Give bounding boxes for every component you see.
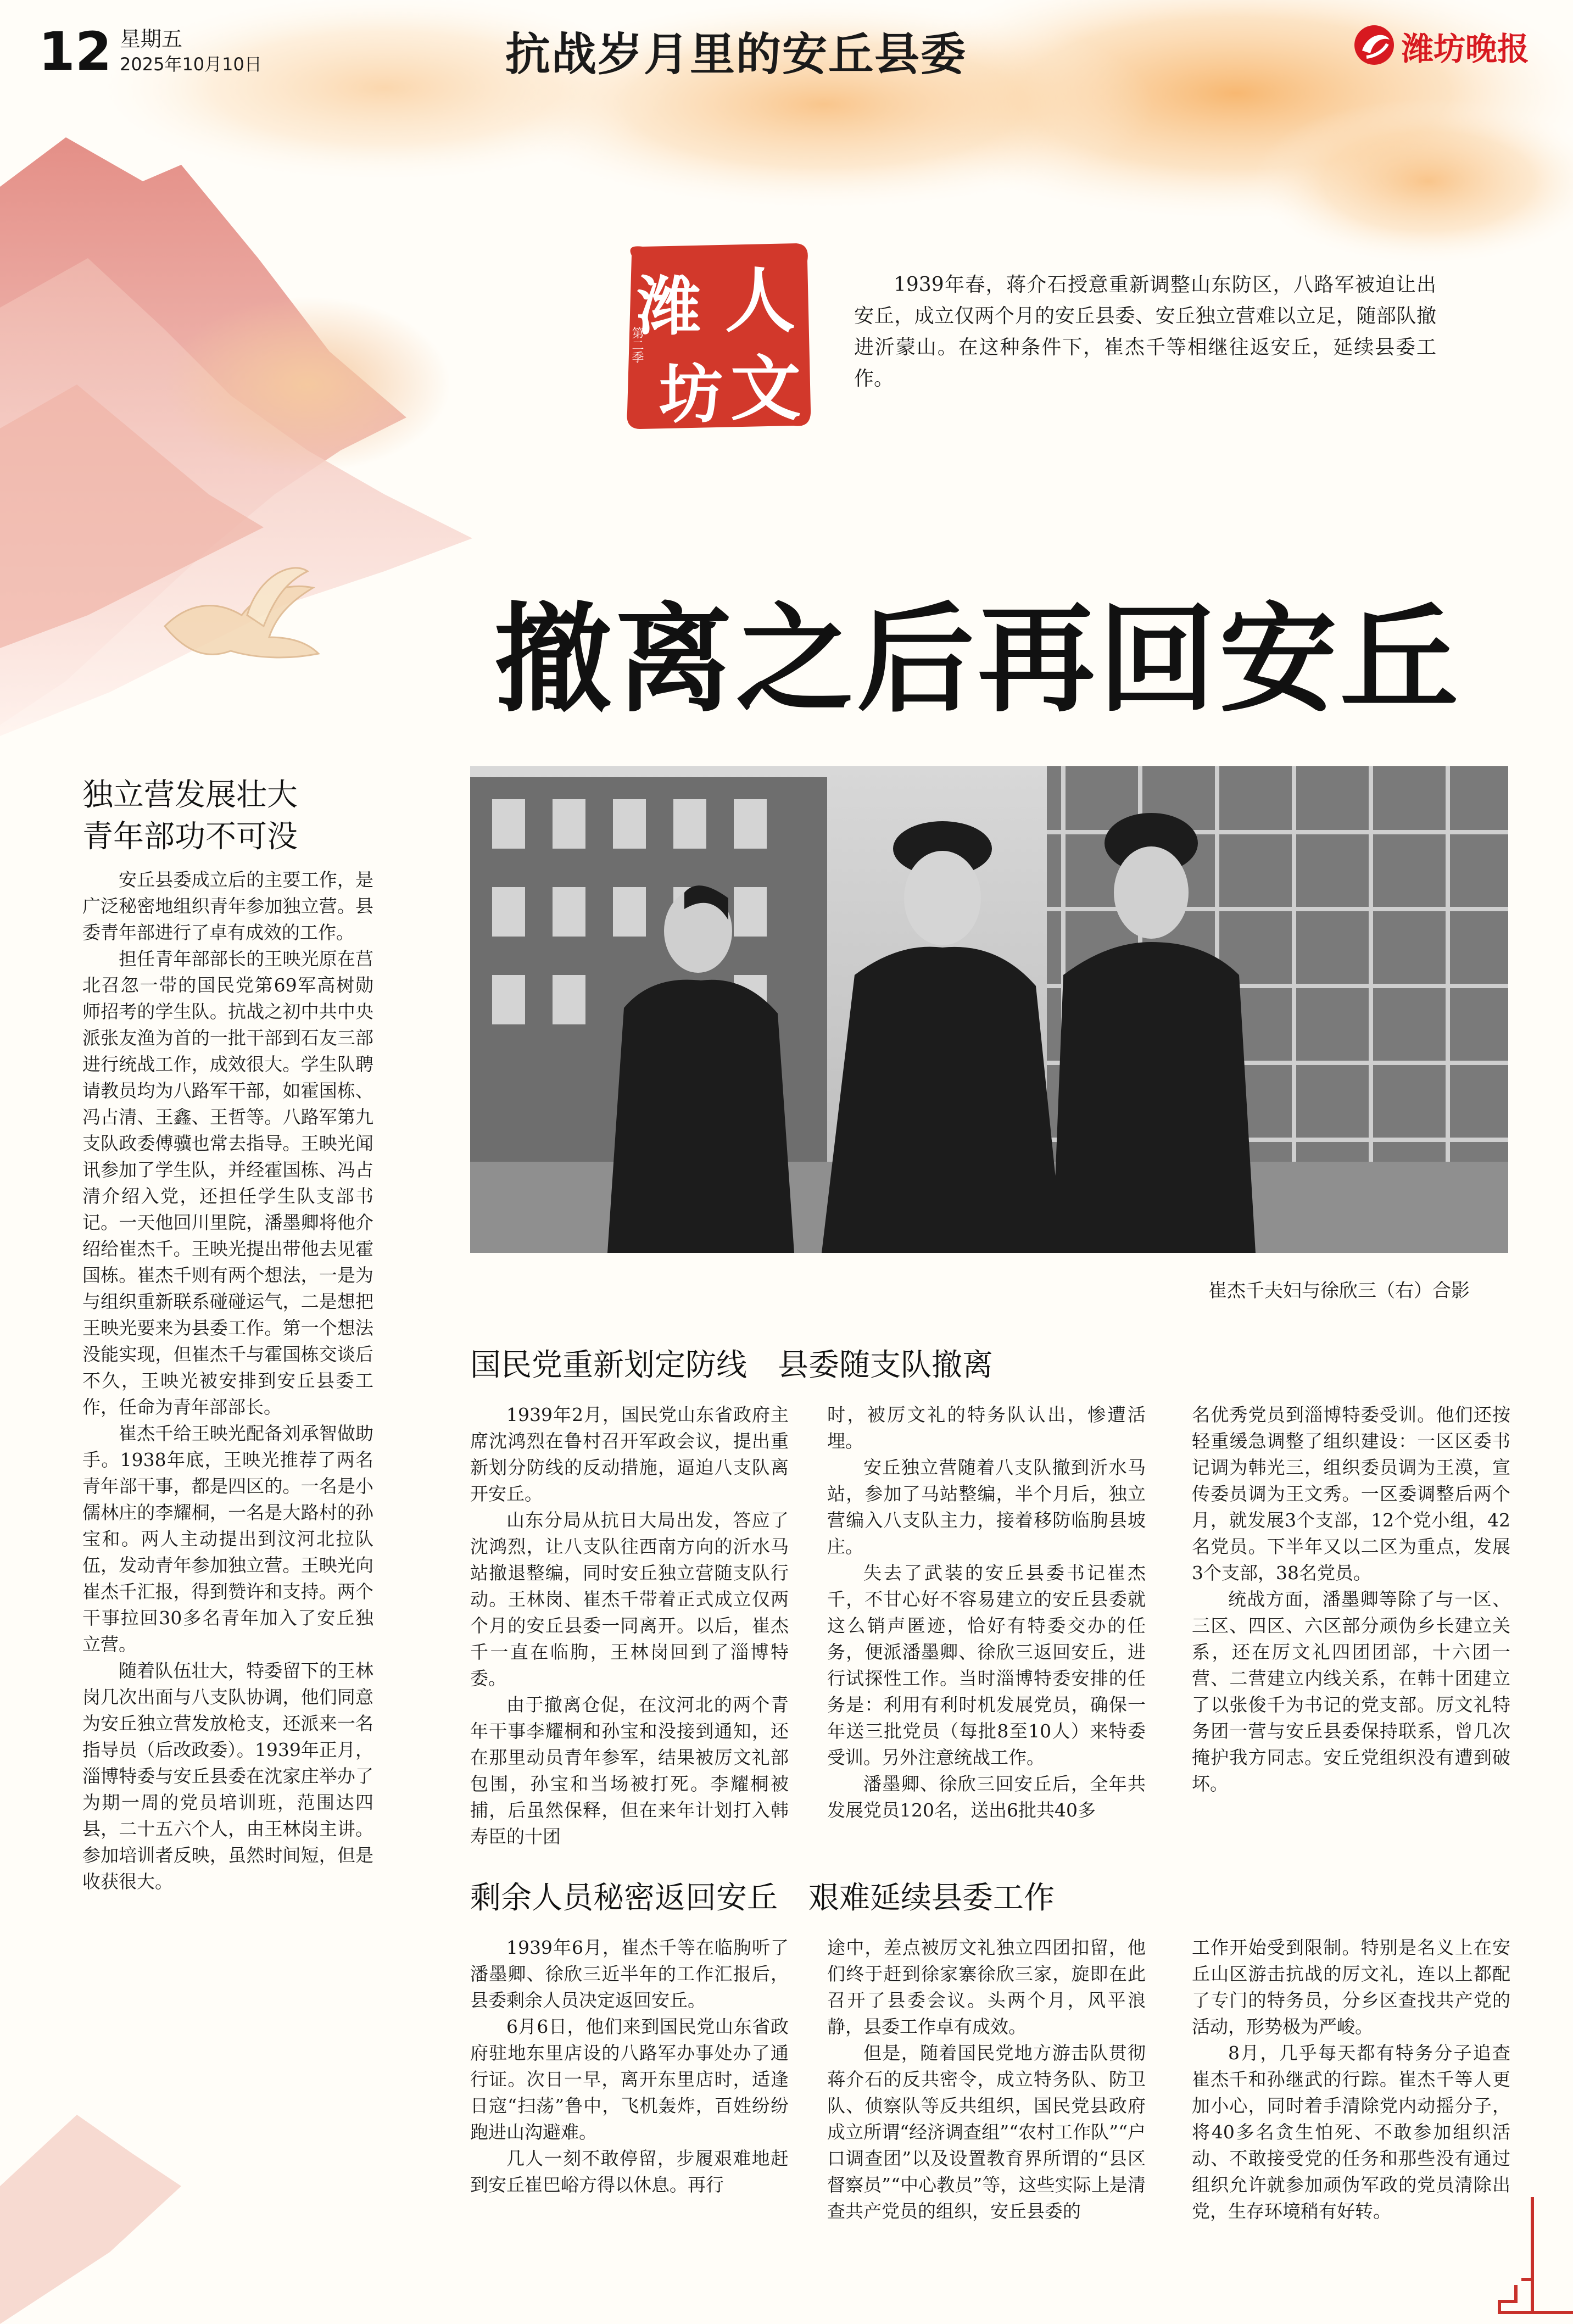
section2-paragraph: 安丘独立营随着八支队撤到沂水马站，参加了马站整编，半个月后，独立营编入八支队主力，接着移防临朐县坡庄。	[827, 1457, 1146, 1557]
section1-paragraph: 安丘县委成立后的主要工作，是广泛秘密地组织青年参加独立营。县委青年部进行了卓有成效的工作。	[82, 869, 373, 943]
section3-col1	[470, 1935, 789, 2198]
column-badge	[621, 239, 815, 433]
page-number: 12	[38, 21, 112, 82]
intro-paragraph: 1939年春，蒋介石授意重新调整山东防区，八路军被迫让出安丘，成立仅两个月的安丘县委、安丘独立营难以立足，随部队撤进沂蒙山。在这种条件下，崔杰千等相继往返安丘，延续县委工作。	[854, 274, 1436, 390]
section3-paragraph: 1939年6月，崔杰千等在临朐听了潘墨卿、徐欣三近半年的工作汇报后，县委剩余人员决定返回安丘。	[470, 1937, 789, 2011]
page-title: 抗战岁月里的安丘县委	[505, 29, 967, 81]
badge-char-fang: 坊	[659, 357, 723, 432]
section2-col3	[1192, 1402, 1510, 1797]
headline: 撤离之后再回安丘	[494, 592, 1461, 728]
photo-caption: 崔杰千夫妇与徐欣三（右）合影	[1208, 1280, 1470, 1302]
historical-photo	[470, 766, 1508, 1253]
section3-paragraph: 途中，差点被厉文礼独立四团扣留，他们终于赶到徐家寨徐欣三家，旋即在此召开了县委会议。头两个月，风平浪静，县委工作卓有成效。	[827, 1937, 1146, 2037]
section2-paragraph: 潘墨卿、徐欣三回安丘后，全年共发展党员120名，送出6批共40多	[827, 1773, 1146, 1821]
section2-paragraph: 1939年2月，国民党山东省政府主席沈鸿烈在鲁村召开军政会议，提出重新划分防线的反动措施，逼迫八支队离开安丘。	[470, 1404, 789, 1504]
section1-heading-line1: 独立营发展壮大	[82, 777, 298, 813]
section1-body	[82, 867, 373, 1895]
section2-paragraph: 时，被厉文礼的特务队认出，惨遭活埋。	[827, 1404, 1146, 1452]
badge-char-ren: 人	[725, 260, 796, 342]
section3-paragraph: 工作开始受到限制。特别是名义上在安丘山区游击抗战的厉文礼，连以上都配了专门的特务员，分乡区查找共产党的活动，形势极为严峻。	[1192, 1937, 1510, 2037]
newspaper-logo	[1351, 15, 1543, 74]
section2-paragraph: 由于撤离仓促，在汶河北的两个青年干事李耀桐和孙宝和没接到通知，还在那里动员青年参军，结果被厉文礼部包围，孙宝和当场被打死。李耀桐被捕，后虽然保释，但在来年计划打入韩寿臣的十团	[470, 1694, 789, 1847]
section3-paragraph: 6月6日，他们来到国民党山东省政府驻地东里店设的八路军办事处办了通行证。次日一早，离开东里店时，适逢日寇“扫荡”鲁中，飞机轰炸，百姓纷纷跑进山沟避难。	[470, 2016, 789, 2143]
section2-paragraph: 失去了武装的安丘县委书记崔杰千，不甘心好不容易建立的安丘县委就这么销声匿迹，恰好有特委交办的任务，便派潘墨卿、徐欣三返回安丘，进行试探性工作。当时淄博特委安排的任务是：利用有利时机发展党员，确保一年送三批党员（每批8至10人）来特委受训。另外注意统战工作。	[827, 1562, 1146, 1768]
section3-paragraph: 8月，几乎每天都有特务分子追查崔杰千和孙继武的行踪。崔杰千等人更加小心，同时着手清除党内动摇分子，将40多名贪生怕死、不敢参加组织活动、不敢接受党的任务和那些没有通过组织允许就参加顽伪军政的党员清除出党，生存环境稍有好转。	[1192, 2042, 1510, 2222]
issue-date: 2025年10月10日	[120, 54, 262, 75]
logo-swirl-icon	[1351, 18, 1398, 73]
section2-paragraph: 名优秀党员到淄博特委受训。他们还按轻重缓急调整了组织建设：一区区委书记调为韩光三，组织委员调为王漠，宣传委员调为王文秀。一区委调整后两个月，就发展3个支部，12个党小组，42名党员。下半年又以二区为重点，发展3个支部，38名党员。	[1192, 1404, 1510, 1584]
section2-paragraph: 统战方面，潘墨卿等除了与一区、三区、四区、六区部分顽伪乡长建立关系，还在厉文礼四团团部，十六团一营、二营建立内线关系，在韩十团建立了以张俊千为书记的党支部。厉文礼特务团一营与安丘县委保持联系，曾几次掩护我方同志。安丘党组织没有遭到破坏。	[1192, 1589, 1510, 1794]
weekday: 星期五	[120, 27, 183, 51]
section1-paragraph: 担任青年部部长的王映光原在莒北召忽一带的国民党第69军高树勋师招考的学生队。抗战之初中共中央派张友渔为首的一批干部到石友三部进行统战工作，成效很大。学生队聘请教员均为八路军干部，如霍国栋、冯占清、王鑫、王哲等。八路军第九支队政委傅骥也常去指导。王映光闻讯参加了学生队，并经霍国栋、冯占清介绍入党，还担任学生队支部书记。一天他回川里院，潘墨卿将他介绍给崔杰千。王映光提出带他去见霍国栋。崔杰千则有两个想法，一是为与组织重新联系碰碰运气，二是想把王映光要来为县委工作。第一个想法没能实现，但崔杰千与霍国栋交谈后不久，王映光被安排到安丘县委工作，任命为青年部部长。	[82, 948, 373, 1418]
section3-paragraph: 但是，随着国民党地方游击队贯彻蒋介石的反共密令，成立特务队、防卫队、侦察队等反共组织，国民党县政府成立所谓“经济调查组”“农村工作队”“户口调查团”以及设置教育界所谓的“县区督察员”“中心教员”等，这些实际上是清查共产党员的组织，安丘县委的	[827, 2042, 1146, 2222]
section2-heading: 国民党重新划定防线 县委随支队撤离	[470, 1347, 993, 1383]
badge-season: 第二季	[630, 327, 644, 363]
section3-heading: 剩余人员秘密返回安丘 艰难延续县委工作	[470, 1880, 1055, 1916]
logo-text: 潍坊晚报	[1402, 30, 1530, 68]
section3-col3	[1192, 1935, 1510, 2225]
section2-paragraph: 山东分局从抗日大局出发，答应了沈鸿烈，让八支队往西南方向的沂水马站撤退整编，同时安丘独立营随支队行动。王林岗、崔杰千带着正式成立仅两个月的安丘县委一同离开。以后，崔杰千一直在临朐，王林岗回到了淄博特委。	[470, 1509, 789, 1689]
section1-paragraph: 随着队伍壮大，特委留下的王林岗几次出面与八支队协调，他们同意为安丘独立营发放枪支，还派来一名指导员（后改政委）。1939年正月，淄博特委与安丘县委在沈家庄举办了为期一周的党员培训班，范围达四县，二十五六个人，由王林岗主讲。参加培训者反映，虽然时间短，但是收获很大。	[82, 1660, 373, 1892]
badge-char-wen: 文	[730, 348, 801, 430]
section2-col2	[827, 1402, 1146, 1824]
section3-paragraph: 几人一刻不敢停留，步履艰难地赶到安丘崔巴峪方得以休息。再行	[470, 2148, 789, 2195]
section2-col1	[470, 1402, 789, 1850]
corner-ornament-icon	[1499, 2197, 1573, 2312]
badge-char-wei: 潍	[637, 269, 701, 344]
section1-heading-line2: 青年部功不可没	[82, 819, 298, 855]
section1-paragraph: 崔杰千给王映光配备刘承智做助手。1938年底，王映光推荐了两名青年部干事，都是四区的。一名是小儒林庄的李耀桐，一名是大路村的孙宝和。两人主动提出到汶河北拉队伍，发动青年参加独立营。王映光向崔杰千汇报，得到赞许和支持。两个干事拉回30多名青年加入了安丘独立营。	[82, 1423, 373, 1655]
section3-col2	[827, 1935, 1146, 2225]
